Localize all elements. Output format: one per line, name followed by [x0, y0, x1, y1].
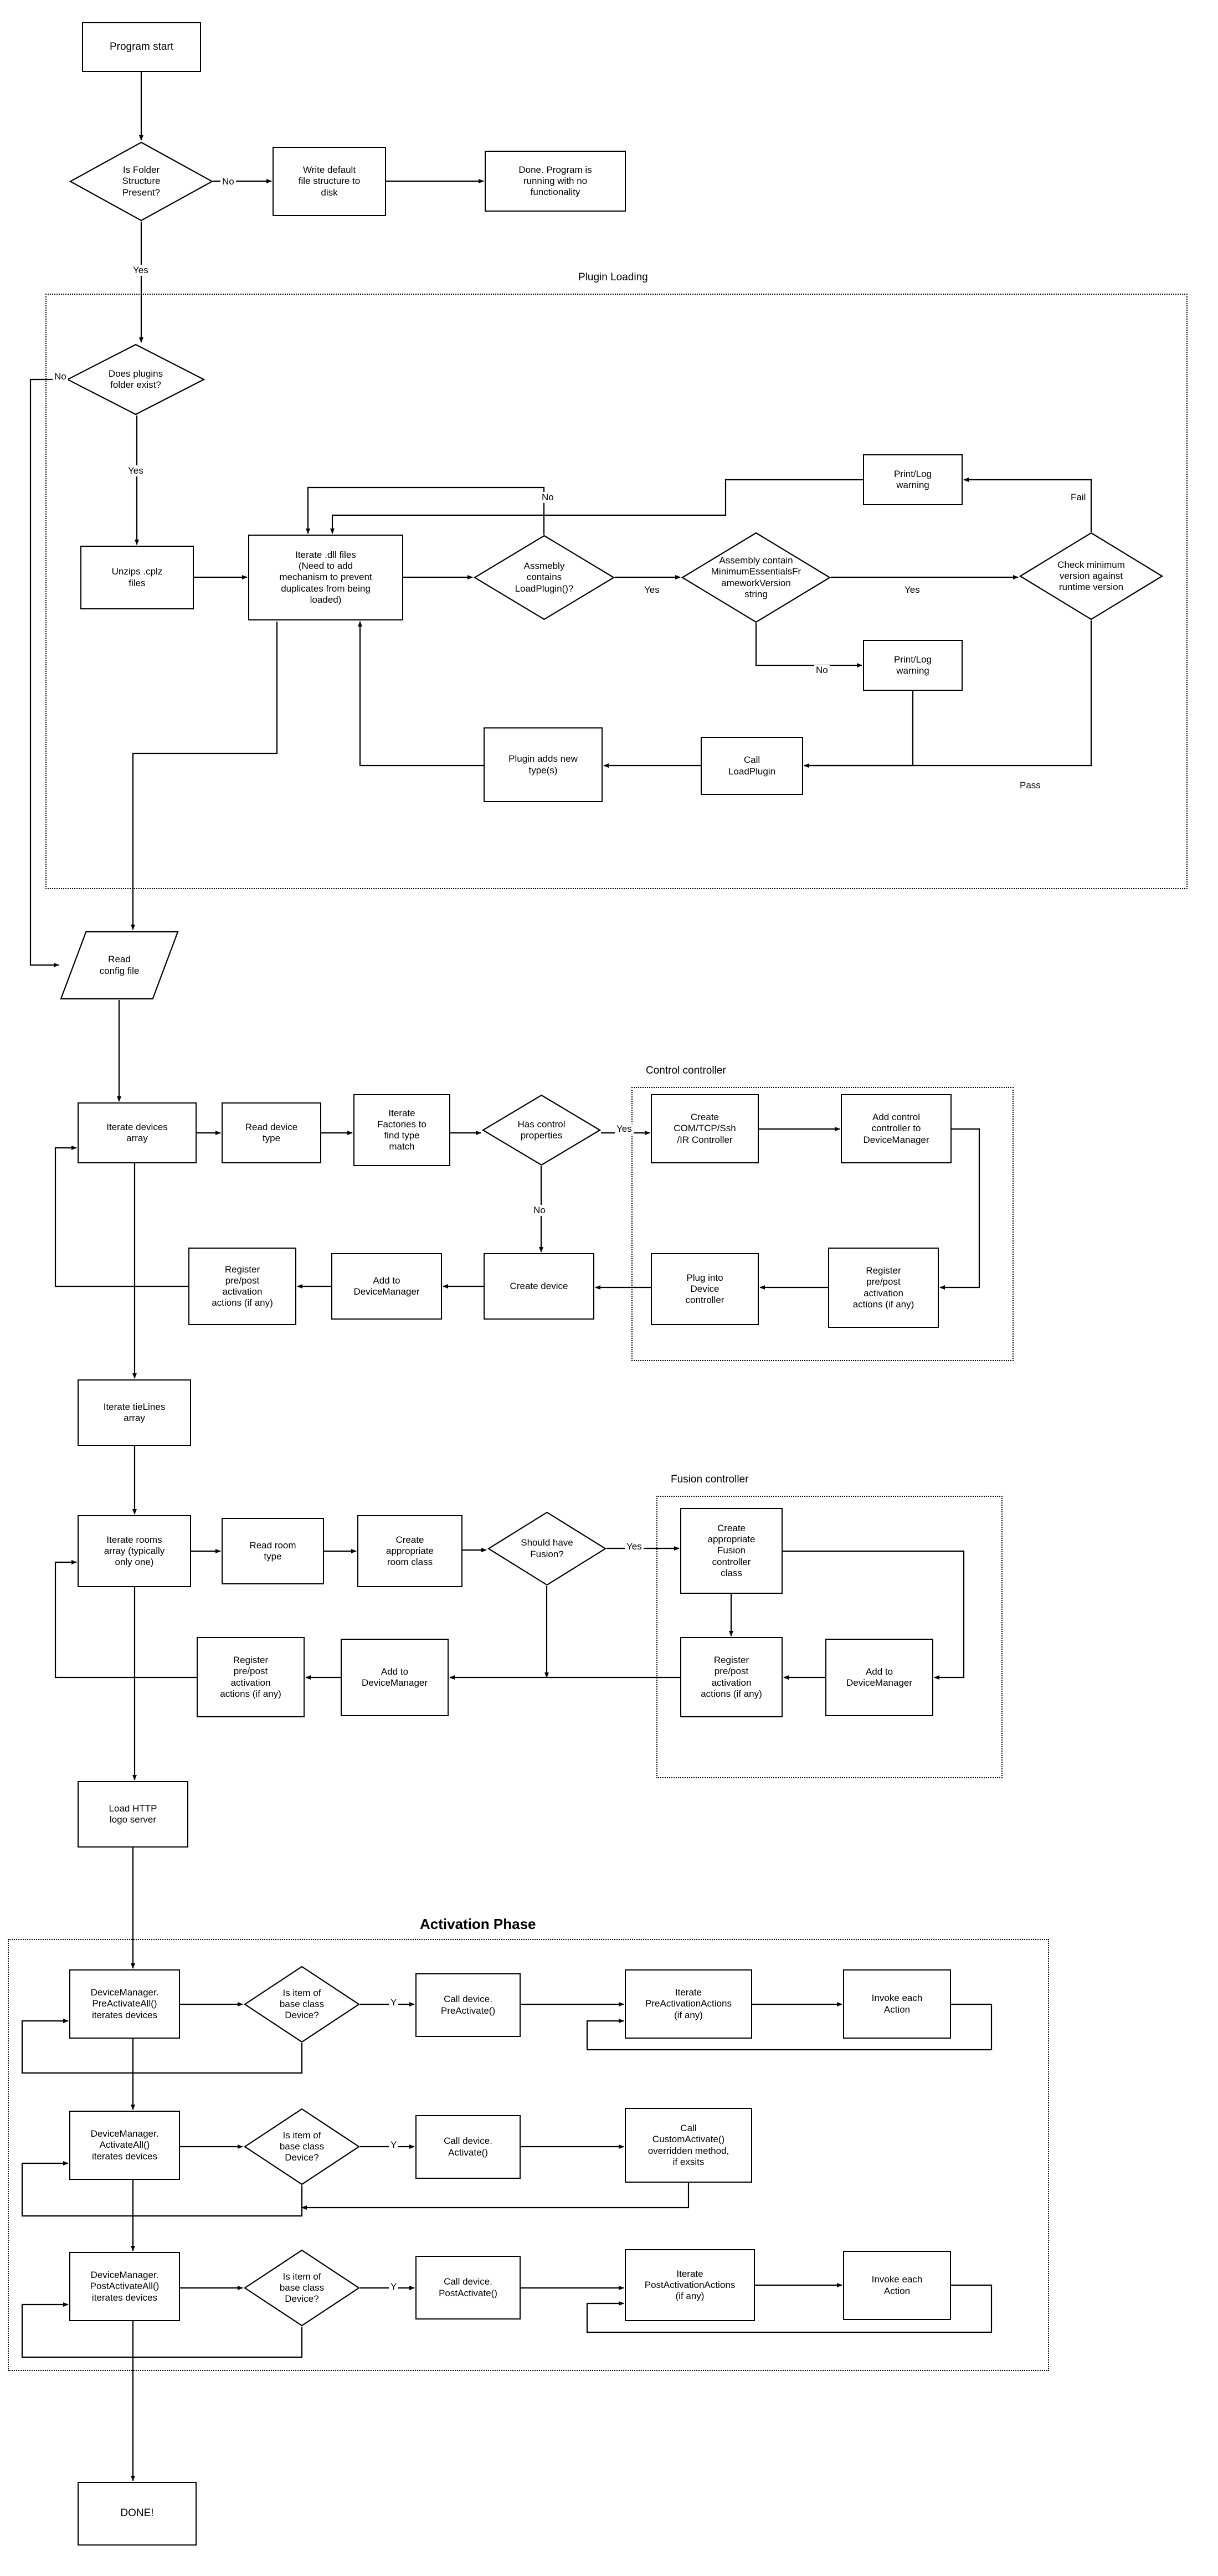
node-label-add-control-controller-to-dm: Add control controller to DeviceManager [863, 1112, 929, 1145]
node-label-iterate-dll-files: Iterate .dll files (Need to add mechanism to prevent duplicates from being loaded) [279, 550, 372, 605]
node-label-assembly-contains-loadplugin: Assmebly contains LoadPlugin()? [515, 561, 574, 594]
edge-label-no-version-string: No [814, 665, 830, 676]
group-label-fusion-controller: Fusion controller [667, 1474, 752, 1486]
node-label-iterate-postactivation-actions: Iterate PostActivationActions (if any) [644, 2268, 736, 2302]
node-create-com-tcp-ssh-ir [651, 1094, 759, 1163]
node-label-read-room-type: Read room type [249, 1540, 296, 1562]
group-label-control-controller: Control controller [643, 1065, 729, 1077]
node-assembly-contains-loadplugin [474, 535, 615, 620]
node-does-plugins-folder-exist [66, 343, 205, 415]
node-label-has-control-properties: Has control properties [517, 1118, 566, 1141]
node-is-folder-structure-present [69, 141, 213, 222]
edge-label-yes-should-have-fusion: Yes [625, 1541, 644, 1552]
node-read-device-type [222, 1102, 321, 1163]
node-assembly-contains-version-string [681, 532, 831, 623]
node-unzips-cplz-files [80, 546, 194, 609]
node-iterate-rooms-array [78, 1515, 191, 1587]
node-label-iterate-factories: Iterate Factories to find type match [377, 1107, 426, 1152]
node-label-call-device-activate: Call device. Activate() [444, 2136, 492, 2158]
node-read-config-file [60, 931, 179, 1000]
edge-label-yes-has-control: Yes [615, 1123, 634, 1135]
node-label-done: DONE! [120, 2507, 154, 2519]
node-program-start [82, 22, 201, 72]
node-label-iterate-devices-array: Iterate devices array [106, 1121, 168, 1143]
node-invoke-each-action-1 [843, 1969, 951, 2039]
node-label-register-actions-room: Register pre/post activation actions (if any) [220, 1655, 281, 1699]
node-add-control-controller-to-dm [841, 1094, 952, 1163]
node-create-fusion-controller-class [680, 1508, 783, 1594]
node-is-item-device-1 [244, 1966, 360, 2043]
node-call-device-preactivate [415, 1973, 521, 2037]
edge-label-pass-min-version: Pass [1018, 780, 1042, 791]
edge-label-y-device-1: Y [389, 1997, 398, 2008]
node-label-is-folder-structure-present: Is Folder Structure Present? [122, 165, 161, 198]
node-iterate-factories [353, 1094, 450, 1166]
edge-label-no-folder-structure: No [220, 176, 236, 187]
node-label-plugin-adds-new-types: Plugin adds new type(s) [508, 753, 578, 776]
node-label-postactivateall: DeviceManager. PostActivateAll() iterates devices [90, 2270, 160, 2303]
node-label-create-appropriate-room-class: Create appropriate room class [386, 1534, 434, 1568]
node-label-should-have-fusion: Should have Fusion? [521, 1537, 573, 1559]
node-label-iterate-tielines-array: Iterate tieLines array [103, 1401, 166, 1423]
node-label-call-customactivate: Call CustomActivate() overridden method, if exsits [647, 2123, 729, 2167]
node-label-write-default-file-structure: Write default file structure to disk [298, 165, 361, 198]
node-label-does-plugins-folder-exist: Does plugins folder exist? [108, 368, 163, 390]
node-label-create-fusion-controller-class: Create appropriate Fusion controller class [707, 1523, 756, 1578]
edge-label-fail-min-version: Fail [1069, 492, 1087, 503]
node-label-call-device-preactivate: Call device. PreActivate() [440, 1994, 496, 2016]
node-label-is-item-device-2: Is item of base class Device? [279, 2129, 325, 2163]
group-plugin-loading [45, 294, 1188, 889]
node-iterate-postactivation-actions [625, 2249, 755, 2321]
node-label-unzips-cplz-files: Unzips .cplz files [111, 566, 163, 588]
node-label-print-log-warning-top: Print/Log warning [893, 468, 932, 490]
node-iterate-devices-array [78, 1102, 197, 1163]
node-label-program-start: Program start [109, 40, 174, 53]
node-label-plug-into-device-controller: Plug into Device controller [685, 1272, 724, 1306]
node-register-actions-device [188, 1248, 296, 1325]
node-label-create-device: Create device [510, 1280, 568, 1291]
node-is-item-device-2 [244, 2108, 360, 2185]
node-call-device-activate [415, 2115, 521, 2179]
edge-label-y-device-2: Y [389, 2139, 398, 2151]
node-label-call-loadplugin: Call LoadPlugin [728, 755, 776, 777]
edge-label-yes-version-string: Yes [903, 584, 922, 596]
node-load-http-logo-server [78, 1781, 188, 1848]
node-read-room-type [222, 1518, 324, 1584]
node-call-customactivate [625, 2108, 752, 2183]
node-iterate-dll-files [248, 535, 403, 620]
group-label-plugin-loading: Plugin Loading [575, 271, 651, 284]
node-label-check-minimum-version: Check minimum version against runtime version [1057, 559, 1125, 593]
node-label-add-to-devicemanager-room: Add to DeviceManager [361, 1666, 428, 1688]
node-check-minimum-version [1019, 532, 1163, 620]
node-add-to-devicemanager-room [341, 1639, 449, 1716]
node-activateall [69, 2111, 180, 2180]
node-iterate-tielines-array [78, 1379, 191, 1446]
node-label-create-com-tcp-ssh-ir: Create COM/TCP/Ssh /IR Controller [674, 1112, 736, 1145]
node-call-loadplugin [701, 737, 803, 795]
node-label-register-actions-control: Register pre/post activation actions (if any) [852, 1265, 914, 1310]
node-label-assembly-contains-version-string: Assembly contain MinimumEssentialsFr ameworkVersion string [711, 555, 801, 599]
node-call-device-postactivate [415, 2256, 521, 2320]
node-label-iterate-rooms-array: Iterate rooms array (typically only one) [104, 1534, 165, 1568]
node-print-log-warning-top [863, 454, 963, 505]
node-register-actions-control [828, 1248, 939, 1328]
node-label-print-log-warning-mid: Print/Log warning [893, 654, 932, 676]
node-plug-into-device-controller [651, 1253, 759, 1325]
edge-label-no-plugins-folder: No [53, 371, 68, 382]
node-write-default-file-structure [273, 147, 386, 216]
node-invoke-each-action-3 [843, 2251, 951, 2320]
node-print-log-warning-mid [863, 640, 963, 691]
node-label-iterate-preactivation-actions: Iterate PreActivationActions (if any) [645, 1987, 732, 2020]
node-label-invoke-each-action-1: Invoke each Action [871, 1993, 923, 2015]
edge-label-yes-folder-structure: Yes [131, 265, 150, 276]
edge-label-no-loadplugin: No [540, 492, 556, 503]
node-label-done-no-functionality: Done. Program is running with no functionality [518, 164, 592, 198]
node-add-to-devicemanager-device [331, 1253, 442, 1320]
node-create-appropriate-room-class [357, 1515, 462, 1587]
node-has-control-properties [482, 1094, 601, 1166]
node-label-read-config-file: Read config file [99, 954, 140, 976]
node-done [78, 2482, 197, 2546]
node-label-add-to-devicemanager-device: Add to DeviceManager [353, 1275, 420, 1297]
edge-label-no-has-control: No [532, 1205, 547, 1216]
node-label-register-actions-device: Register pre/post activation actions (if any) [212, 1264, 273, 1308]
node-label-add-to-devicemanager-fusion: Add to DeviceManager [846, 1666, 913, 1688]
node-is-item-device-3 [244, 2249, 360, 2327]
node-add-to-devicemanager-fusion [825, 1639, 933, 1716]
node-label-invoke-each-action-3: Invoke each Action [871, 2274, 923, 2296]
node-label-activateall: DeviceManager. ActivateAll() iterates devices [90, 2128, 159, 2162]
node-label-preactivateall: DeviceManager. PreActivateAll() iterates devices [90, 1987, 159, 2020]
node-iterate-preactivation-actions [625, 1969, 752, 2039]
node-label-is-item-device-3: Is item of base class Device? [279, 2271, 325, 2305]
node-register-actions-fusion [680, 1637, 783, 1717]
node-plugin-adds-new-types [484, 727, 603, 802]
group-label-activation-phase: Activation Phase [417, 1916, 539, 1933]
node-register-actions-room [197, 1637, 305, 1717]
node-label-call-device-postactivate: Call device. PostActivate() [439, 2276, 497, 2298]
node-done-no-functionality [485, 151, 626, 212]
node-postactivateall [69, 2252, 180, 2321]
node-label-register-actions-fusion: Register pre/post activation actions (if any) [701, 1655, 762, 1699]
node-label-read-device-type: Read device type [245, 1121, 298, 1143]
edge-label-yes-loadplugin: Yes [643, 584, 661, 596]
node-label-is-item-device-1: Is item of base class Device? [279, 1987, 325, 2021]
node-create-device [484, 1253, 594, 1320]
edge-label-yes-plugins-folder: Yes [126, 465, 145, 476]
node-label-load-http-logo-server: Load HTTP logo server [109, 1803, 157, 1825]
node-should-have-fusion [487, 1511, 607, 1586]
node-preactivateall [69, 1969, 180, 2039]
edge-label-y-device-3: Y [389, 2281, 398, 2292]
